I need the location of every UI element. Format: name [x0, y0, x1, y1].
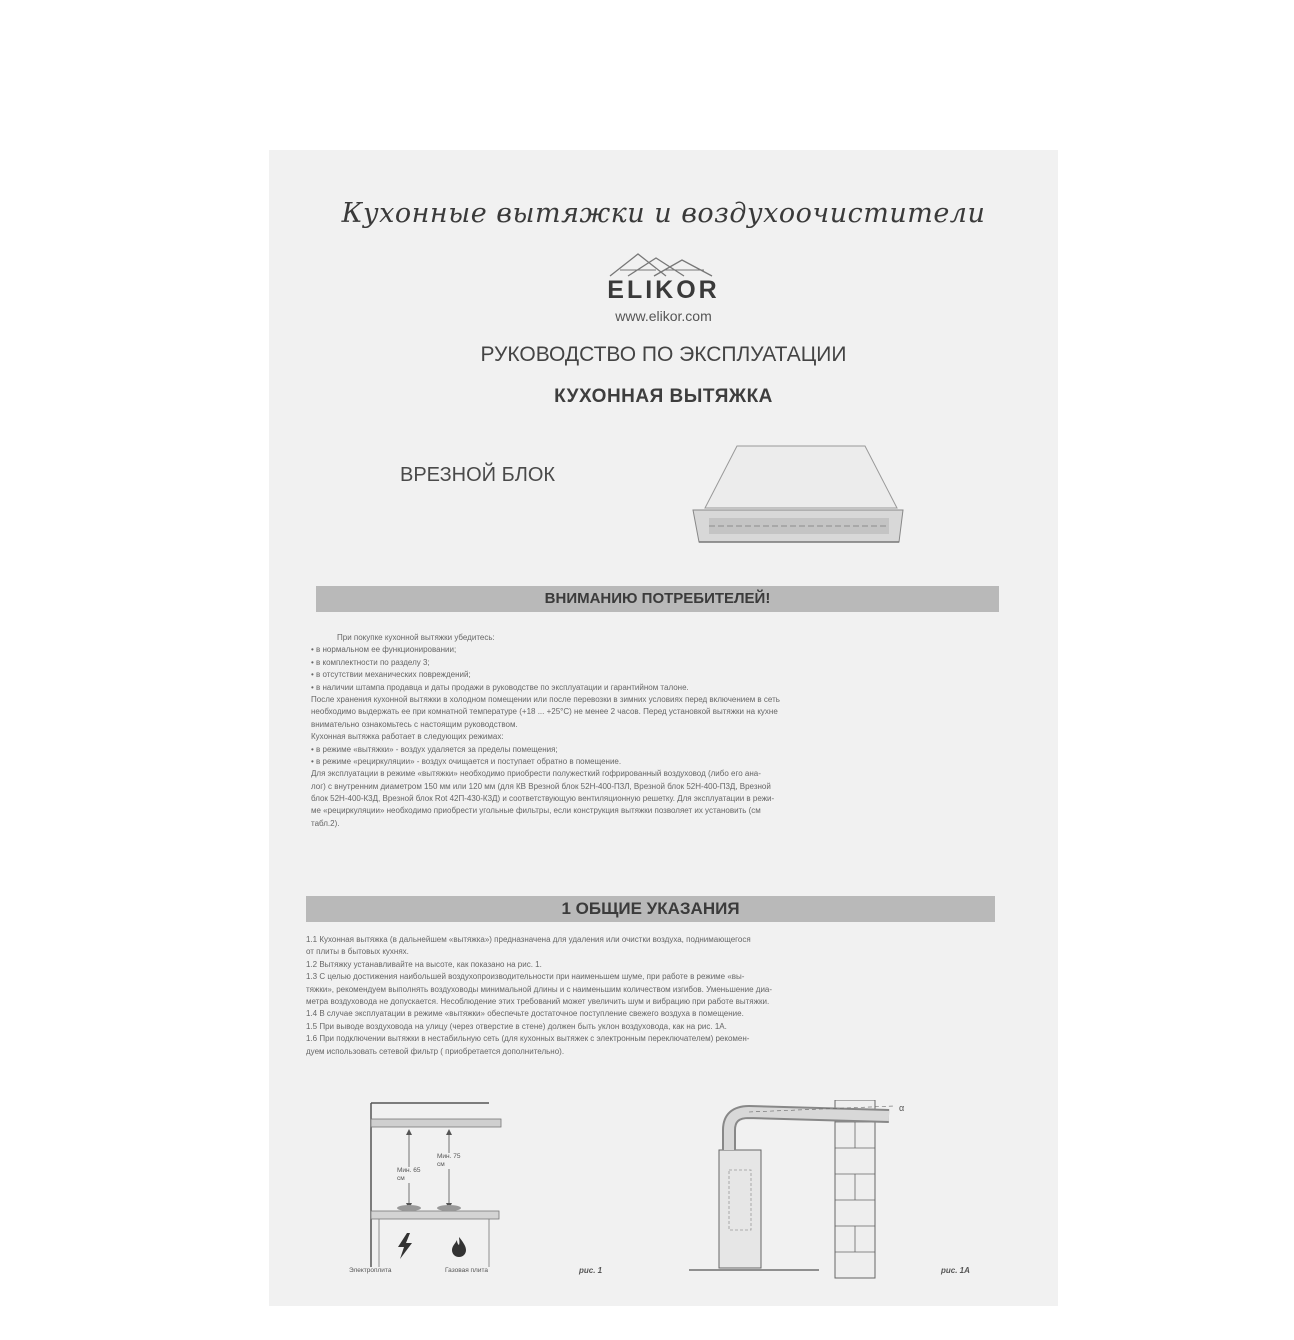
product-title: КУХОННАЯ ВЫТЯЖКА [554, 386, 773, 407]
text-line: • в наличии штампа продавца и даты продажи в руководстве по эксплуатации и гарантийном талоне. [311, 682, 689, 692]
text-line: 1.4 В случае эксплуатации в режиме «вытяжки» обеспечьте достаточное поступление свежего воздуха в помещение. [306, 1009, 744, 1019]
figure-caption-1: рис. 1 [579, 1266, 603, 1275]
section-heading-general: 1 ОБЩИЕ УКАЗАНИЯ [306, 896, 995, 922]
text-line: блок 52Н-400-К3Д, Врезной блок Rot 42П-430-К3Д) и соответствующую вентиляционную решетку. Для эксплуатации в режи- [311, 794, 775, 804]
document-title: РУКОВОДСТВО ПО ЭКСПЛУАТАЦИИ [480, 343, 847, 366]
attention-text [311, 632, 780, 830]
text-line: • в режиме «вытяжки» - воздух удаляется за пределы помещения; [311, 744, 558, 754]
text-line: • в режиме «рециркуляции» - воздух очищается и поступает обратно в помещение. [311, 756, 622, 766]
product-variant: ВРЕЗНОЙ БЛОК [400, 464, 556, 486]
general-text [306, 934, 772, 1058]
text-line: • в нормальном ее функционировании; [311, 645, 457, 655]
text-line: от плиты в бытовых кухнях. [306, 947, 409, 957]
label-electric-stove: Электроплита [349, 1267, 392, 1274]
text-line: метра воздуховода не допускается. Несоблюдение этих требований может увеличить шум и вибрацию при работе вытяжки. [306, 996, 770, 1006]
label-min-height-gas: Мин. 75 см [437, 1153, 465, 1169]
brand-name: ELIKOR [607, 276, 720, 304]
hood-illustration [689, 438, 909, 558]
lightning-icon [395, 1232, 415, 1260]
brand-url: www.elikor.com [615, 308, 712, 324]
text-line: внимательно ознакомьтесь с настоящим руководством. [311, 719, 518, 729]
label-slope-angle: α [899, 1103, 905, 1113]
text-line: • в отсутствии механических повреждений; [311, 670, 471, 680]
text-line: При покупке кухонной вытяжки убедитесь: [337, 633, 495, 642]
text-line: необходимо выдержать ее при комнатной температуре (+18 ... +25°C) не менее 2 часов. Перед установкой вытяжки на кухне [311, 707, 778, 717]
text-line: 1.5 При выводе воздуховода на улицу (через отверстие в стене) должен быть уклон воздуховода, как на рис. 1А. [306, 1021, 727, 1031]
label-gas-stove: Газовая плита [445, 1267, 489, 1274]
text-line: 1.3 С целью достижения наибольшей воздухопроизводительности при наименьшем шуме, при работе в режиме «вы- [306, 972, 745, 982]
brand-logo-icon [608, 250, 718, 278]
text-line: табл.2). [311, 818, 340, 828]
label-min-height-electric: Мин. 65 см [397, 1167, 425, 1183]
text-line: тяжки», рекомендуем выполнять воздуховоды минимальной длины и с наименьшим количеством изгибов. Уменьшение диа- [306, 984, 773, 994]
text-line: 1.6 При подключении вытяжки в нестабильную сеть (для кухонных вытяжек с электронным переключателем) рекомен- [306, 1034, 750, 1044]
text-line: лог) с внутренним диаметром 150 мм или 120 мм (для КВ Врезной блок 52Н-400-П3Л, Врезной блок 52Н-400-П3Д, Врезной [311, 781, 771, 791]
handwritten-title: Кухонные вытяжки и воздухоочистители [341, 198, 986, 229]
text-line: После хранения кухонной вытяжки в холодном помещении или после перевозки в зимних условиях перед включением в сеть [311, 694, 780, 704]
text-line: дуем использовать сетевой фильтр ( приобретается дополнительно). [306, 1046, 565, 1056]
text-line: • в комплектности по разделу 3; [311, 657, 430, 667]
section-heading-attention: ВНИМАНИЮ ПОТРЕБИТЕЛЕЙ! [316, 586, 999, 612]
text-line: 1.2 Вытяжку устанавливайте на высоте, как показано на рис. 1. [306, 959, 542, 969]
figure-caption-1a: рис. 1А [941, 1266, 970, 1275]
text-line: ме «рециркуляции» необходимо приобрести угольные фильтры, если конструкция вытяжки позволяет их установить (см [311, 806, 761, 816]
figure-installation-height [339, 1095, 619, 1285]
text-line: 1.1 Кухонная вытяжка (в дальнейшем «вытяжка») предназначена для удаления или очистки воздуха, поднимающегося [306, 935, 751, 944]
text-line: Кухонная вытяжка работает в следующих режимах: [311, 732, 504, 742]
text-line: Для эксплуатации в режиме «вытяжки» необходимо приобрести полужесткий гофрированный воздуховод (либо его ана- [311, 769, 761, 779]
flame-icon [451, 1236, 467, 1258]
manual-page [269, 150, 1058, 1306]
figure-duct-slope [689, 1100, 919, 1280]
